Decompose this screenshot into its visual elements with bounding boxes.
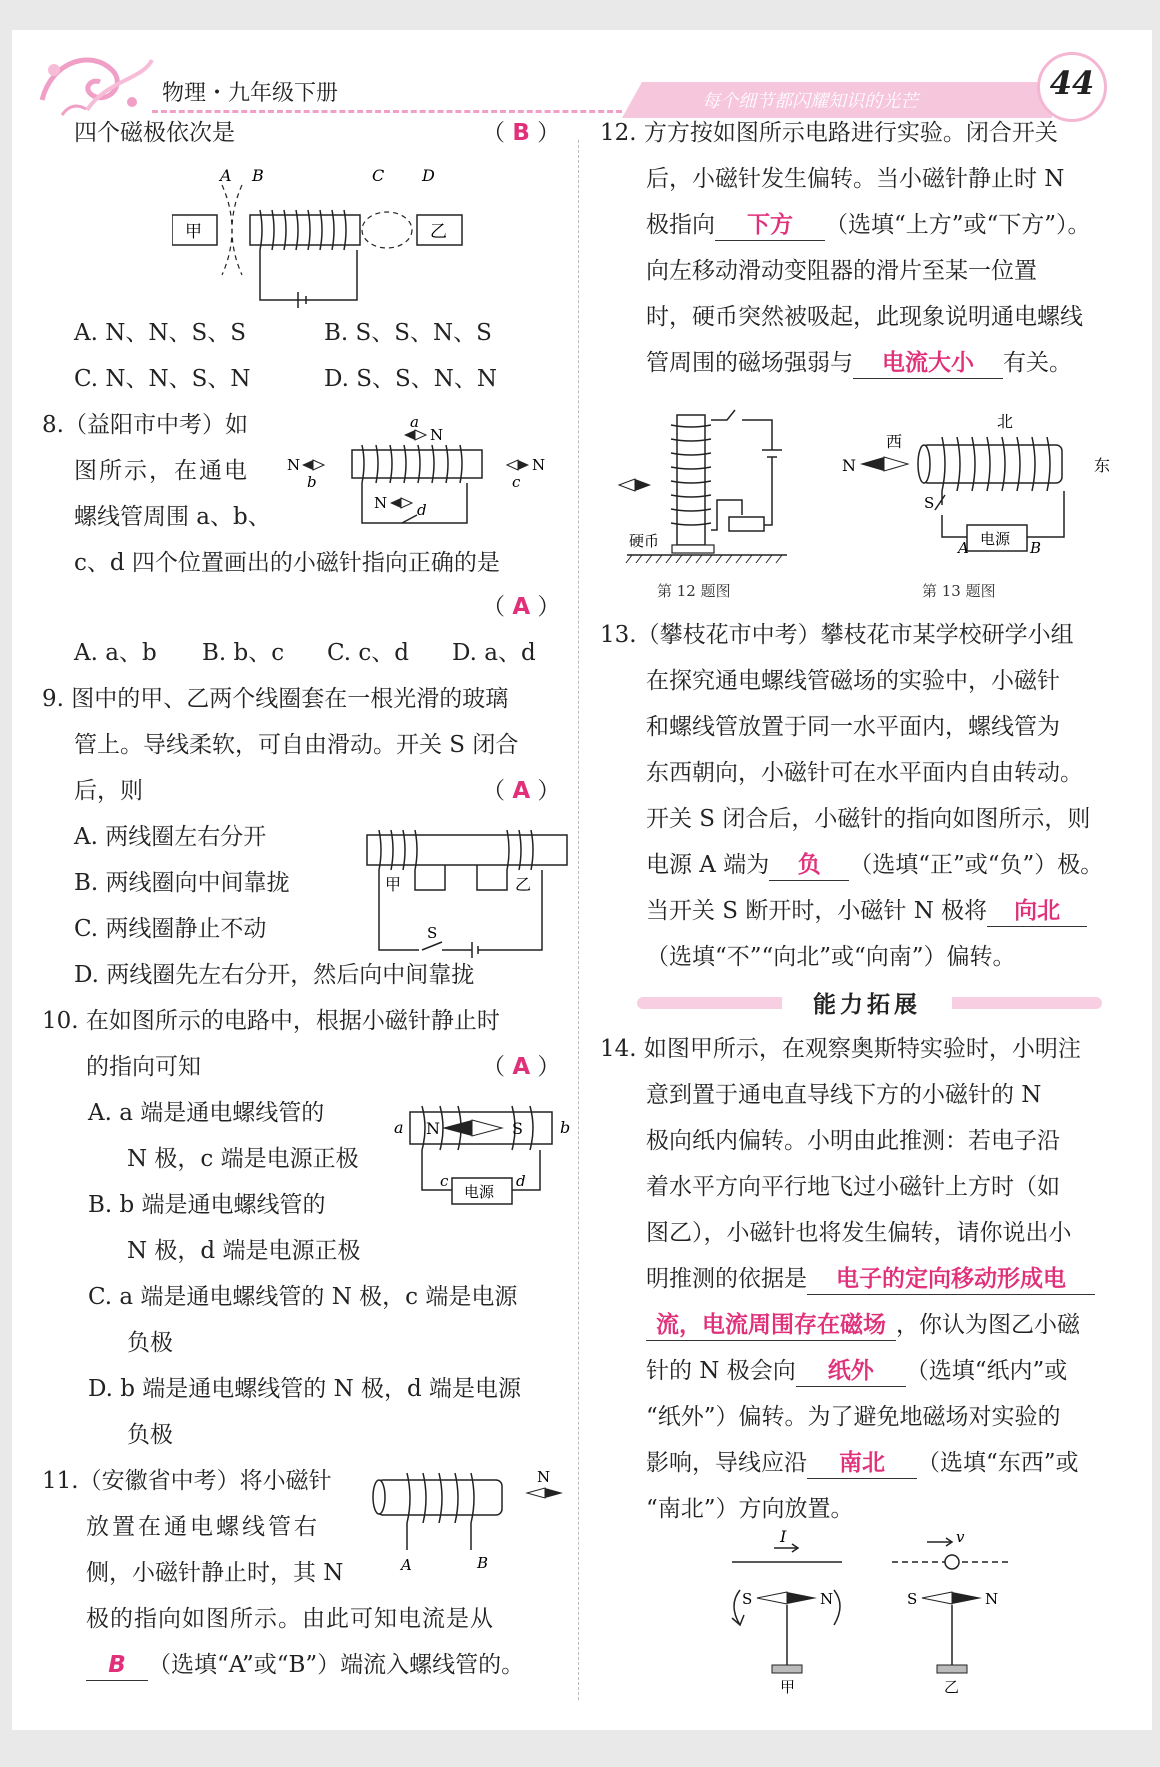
q13-answer-1: 负 (797, 852, 821, 878)
q14-line-5: 图乙），小磁针也将发生偏转，请你说出小 (646, 1220, 1072, 1246)
q13-line-4: 东西朝向，小磁针可在水平面内自由转动。 (646, 760, 1083, 786)
q9-line-2: 管上。导线柔软，可自由滑动。开关 S 闭合 (74, 732, 519, 758)
q13-label-n: N (842, 456, 856, 475)
column-separator (578, 140, 579, 1700)
q12-figure (617, 405, 797, 570)
q12-line-6-lead: 管周围的磁场强弱与 (646, 350, 853, 376)
q9-line-3: 后，则 (74, 778, 143, 804)
q7-answer: B (512, 120, 530, 146)
q12-coin-label: 硬币 (629, 532, 660, 550)
q7-label-a: A (220, 166, 232, 185)
q14-label-i: I (780, 1530, 787, 1546)
q7-label-jia: 甲 (185, 222, 202, 242)
q14-label-n-yi: N (985, 1590, 999, 1608)
q10-label-d: d (516, 1172, 526, 1190)
q7-figure (172, 155, 472, 315)
motto: 每个细节都闪耀知识的光芒 (702, 91, 918, 112)
q13-line-7-lead: 当开关 S 断开时，小磁针 N 极将 (646, 898, 988, 924)
q14-line-10-lead: 影响，导线应沿 (646, 1450, 807, 1476)
q7-label-b: B (252, 166, 264, 185)
q14-line-8 (646, 1356, 1067, 1387)
q10-label-power: 电源 (464, 1183, 495, 1201)
q10-label-s: S (512, 1119, 523, 1138)
book-title: 物理・九年级下册 (162, 81, 339, 106)
q14-after-3: （选填“东西”或 (917, 1450, 1079, 1476)
q13-line-6-lead: 电源 A 端为 (646, 852, 770, 878)
q14-line-6 (646, 1264, 1095, 1295)
q10-option-b2: N 极，d 端是电源正极 (127, 1238, 361, 1264)
q12-line-1: 12. 方方按如图所示电路进行实验。闭合开关 (600, 120, 1058, 146)
q12-answer-1: 下方 (747, 212, 793, 238)
q10-line-2: 的指向可知 (86, 1054, 201, 1080)
q8-line-2: 图所示，在通电 (74, 458, 249, 484)
q7-stem: 四个磁极依次是 (74, 120, 235, 146)
q11-label-n: N (537, 1468, 551, 1486)
q14-label-s-jia: S (742, 1590, 753, 1608)
q11-line-2: 放置在通电螺线管右 (86, 1514, 320, 1540)
q10-option-c2: 负极 (127, 1330, 173, 1356)
q14-answer-3: 南北 (839, 1450, 885, 1476)
q10-label-a: a (394, 1118, 404, 1137)
q12-line-3 (646, 210, 1091, 241)
q14-line-2: 意到置于通电直导线下方的小磁针的 N (646, 1082, 1042, 1108)
q11-answer: B (108, 1652, 126, 1678)
q11-line-4: 极的指向如图所示。由此可知电流是从 (86, 1606, 494, 1632)
q8-figure (282, 415, 567, 540)
q12-line-3-lead: 极指向 (646, 212, 715, 238)
q14-label-n-jia: N (820, 1590, 834, 1608)
floral-ornament-icon (32, 40, 162, 125)
q9-figure (357, 830, 572, 965)
q8-line-4: c、d 四个位置画出的小磁针指向正确的是 (74, 550, 500, 576)
q8-answer: A (512, 594, 531, 620)
q7-label-yi: 乙 (430, 222, 447, 242)
q9-answer-bracket: （ A ） (482, 778, 561, 804)
q9-label-jia: 甲 (385, 875, 402, 894)
q7-label-d: D (422, 166, 435, 185)
q14-line-4: 着水平方向平行地飞过小磁针上方时（如 (646, 1174, 1060, 1200)
q7-label-c: C (372, 166, 385, 185)
q7-option-b: B. S、S、N、S (324, 320, 492, 346)
q11-line-1: 11.（安徽省中考）将小磁针 (42, 1468, 332, 1494)
q9-label-yi: 乙 (515, 875, 532, 894)
q14-line-9: “纸外”）偏转。为了避免地磁场对实验的 (646, 1404, 1061, 1430)
q14-label-yi: 乙 (944, 1678, 960, 1695)
q8-answer-bracket: （ A ） (482, 594, 561, 620)
q13-label-west: 西 (886, 432, 903, 451)
q13-line-7 (646, 896, 1087, 927)
q10-answer-bracket: （ A ） (482, 1054, 561, 1080)
q11-tail: （选填“A”或“B”）端流入螺线管的。 (148, 1652, 525, 1678)
q14-line-3: 极向纸内偏转。小明由此推测：若电子沿 (646, 1128, 1060, 1154)
q14-answer-2: 纸外 (827, 1358, 874, 1384)
q14-line-1: 14. 如图甲所示，在观察奥斯特实验时，小明注 (600, 1036, 1081, 1062)
q13-line-2: 在探究通电螺线管磁场的实验中，小磁针 (646, 668, 1060, 694)
q14-answer-1a: 电子的定向移动形成电 (836, 1266, 1066, 1292)
q12-fill-1: （选填“上方”或“下方”）。 (825, 212, 1091, 238)
q13-label-east: 东 (1094, 456, 1111, 475)
q13-line-1: 13.（攀枝花市中考）攀枝花市某学校研学小组 (600, 622, 1074, 648)
q10-option-d1: D. b 端是通电螺线管的 N 极，d 端是电源 (88, 1376, 522, 1402)
q12-answer-2: 电流大小 (882, 350, 974, 376)
q13-line-3: 和螺线管放置于同一水平面内，螺线管为 (646, 714, 1060, 740)
q13-line-6 (646, 850, 1103, 881)
q7-option-a: A. N、N、S、S (74, 320, 246, 346)
q12-caption: 第 12 题图 (657, 582, 731, 600)
q13-label-s: S (924, 494, 935, 512)
q8-line-3: 螺线管周围 a、b、 (74, 504, 271, 530)
q9-label-s: S (427, 924, 438, 942)
q8-label-n-right: N (532, 456, 546, 474)
q10-label-c: c (440, 1172, 449, 1190)
q8-line-1: 8.（益阳市中考）如 (42, 412, 248, 438)
header-dashed-rule (152, 110, 622, 113)
q12-line-2: 后，小磁针发生偏转。当小磁针静止时 N (646, 166, 1065, 192)
q10-label-b: b (560, 1118, 571, 1137)
q8-label-b: b (307, 473, 317, 491)
section-title: 能力拓展 (782, 986, 952, 1019)
q7-option-d: D. S、S、N、N (324, 366, 498, 392)
q9-line-1: 9. 图中的甲、乙两个线圈套在一根光滑的玻璃 (42, 686, 509, 712)
q14-line-10 (646, 1448, 1079, 1479)
q10-option-c1: C. a 端是通电螺线管的 N 极，c 端是电源 (88, 1284, 518, 1310)
q14-line-11: “南北”）方向放置。 (646, 1496, 854, 1522)
q7-answer-bracket: （ B ） (482, 120, 561, 146)
q13-label-power: 电源 (980, 530, 1011, 548)
q9-answer: A (512, 778, 531, 804)
q9-option-d: D. 两线圈先左右分开，然后向中间靠拢 (74, 962, 475, 988)
q8-label-d: d (417, 501, 427, 519)
q14-label-s-yi: S (907, 1590, 918, 1608)
q14-label-jia: 甲 (780, 1678, 796, 1695)
q11-line-5 (86, 1650, 524, 1681)
q14-figure (712, 1530, 1032, 1695)
q13-answer-2: 向北 (1014, 898, 1061, 924)
q7-option-c: C. N、N、S、N (74, 366, 251, 392)
q13-caption: 第 13 题图 (922, 582, 996, 600)
q8-option-a: A. a、b (74, 640, 157, 666)
q10-answer: A (512, 1054, 531, 1080)
q14-line-6-lead: 明推测的依据是 (646, 1266, 807, 1292)
q8-label-c: c (512, 473, 521, 491)
header (12, 30, 1152, 130)
q8-label-n-d: N (374, 494, 388, 512)
q11-figure (367, 1465, 572, 1575)
q9-option-a: A. 两线圈左右分开 (74, 824, 267, 850)
q14-line-8-lead: 针的 N 极会向 (646, 1358, 796, 1384)
q13-line-5: 开关 S 闭合后，小磁针的指向如图所示，则 (646, 806, 1091, 832)
q10-option-a2: N 极，c 端是电源正极 (127, 1146, 359, 1172)
q10-option-b1: B. b 端是通电螺线管的 (88, 1192, 326, 1218)
q12-line-4: 向左移动滑动变阻器的滑片至某一位置 (646, 258, 1037, 284)
page-number: 44 (1049, 64, 1095, 102)
q13-figure (832, 405, 1132, 555)
q14-label-v: v (956, 1530, 965, 1546)
q12-line-5: 时，硬币突然被吸起，此现象说明通电螺线 (646, 304, 1083, 330)
q13-label-b: B (1030, 539, 1042, 555)
q11-label-b: B (477, 1554, 489, 1572)
q8-label-n-top: N (430, 426, 444, 444)
q14-answer-1b: 流，电流周围存在磁场 (656, 1312, 886, 1338)
q10-figure (382, 1100, 577, 1210)
q14-line-7 (646, 1310, 1080, 1341)
q13-label-north: 北 (997, 412, 1014, 431)
q13-fill-1: （选填“正”或“负”）极。 (849, 852, 1104, 878)
q8-label-n-left: N (287, 456, 301, 474)
q9-option-c: C. 两线圈静止不动 (74, 916, 267, 942)
q13-line-8: （选填“不”“向北”或“向南”）偏转。 (646, 944, 1016, 970)
q11-label-a: A (401, 1556, 412, 1574)
q10-option-a1: A. a 端是通电螺线管的 (88, 1100, 325, 1126)
q14-after-2: （选填“纸内”或 (905, 1358, 1068, 1384)
q8-option-c: C. c、d (327, 640, 410, 666)
q14-after-1: ，你认为图乙小磁 (896, 1312, 1080, 1338)
q10-line-1: 10. 在如图所示的电路中，根据小磁针静止时 (42, 1008, 500, 1034)
q13-label-a: A (958, 539, 969, 555)
q12-tail-2: 有关。 (1003, 350, 1072, 376)
q8-label-a: a (410, 415, 419, 431)
q11-line-3: 侧，小磁针静止时，其 N (86, 1560, 344, 1586)
q10-option-d2: 负极 (127, 1422, 173, 1448)
q8-option-d: D. a、d (452, 640, 536, 666)
q9-option-b: B. 两线圈向中间靠拢 (74, 870, 290, 896)
q8-option-b: B. b、c (202, 640, 285, 666)
q10-label-n: N (426, 1119, 440, 1138)
workbook-page (12, 30, 1152, 1730)
q12-line-6 (646, 348, 1072, 379)
